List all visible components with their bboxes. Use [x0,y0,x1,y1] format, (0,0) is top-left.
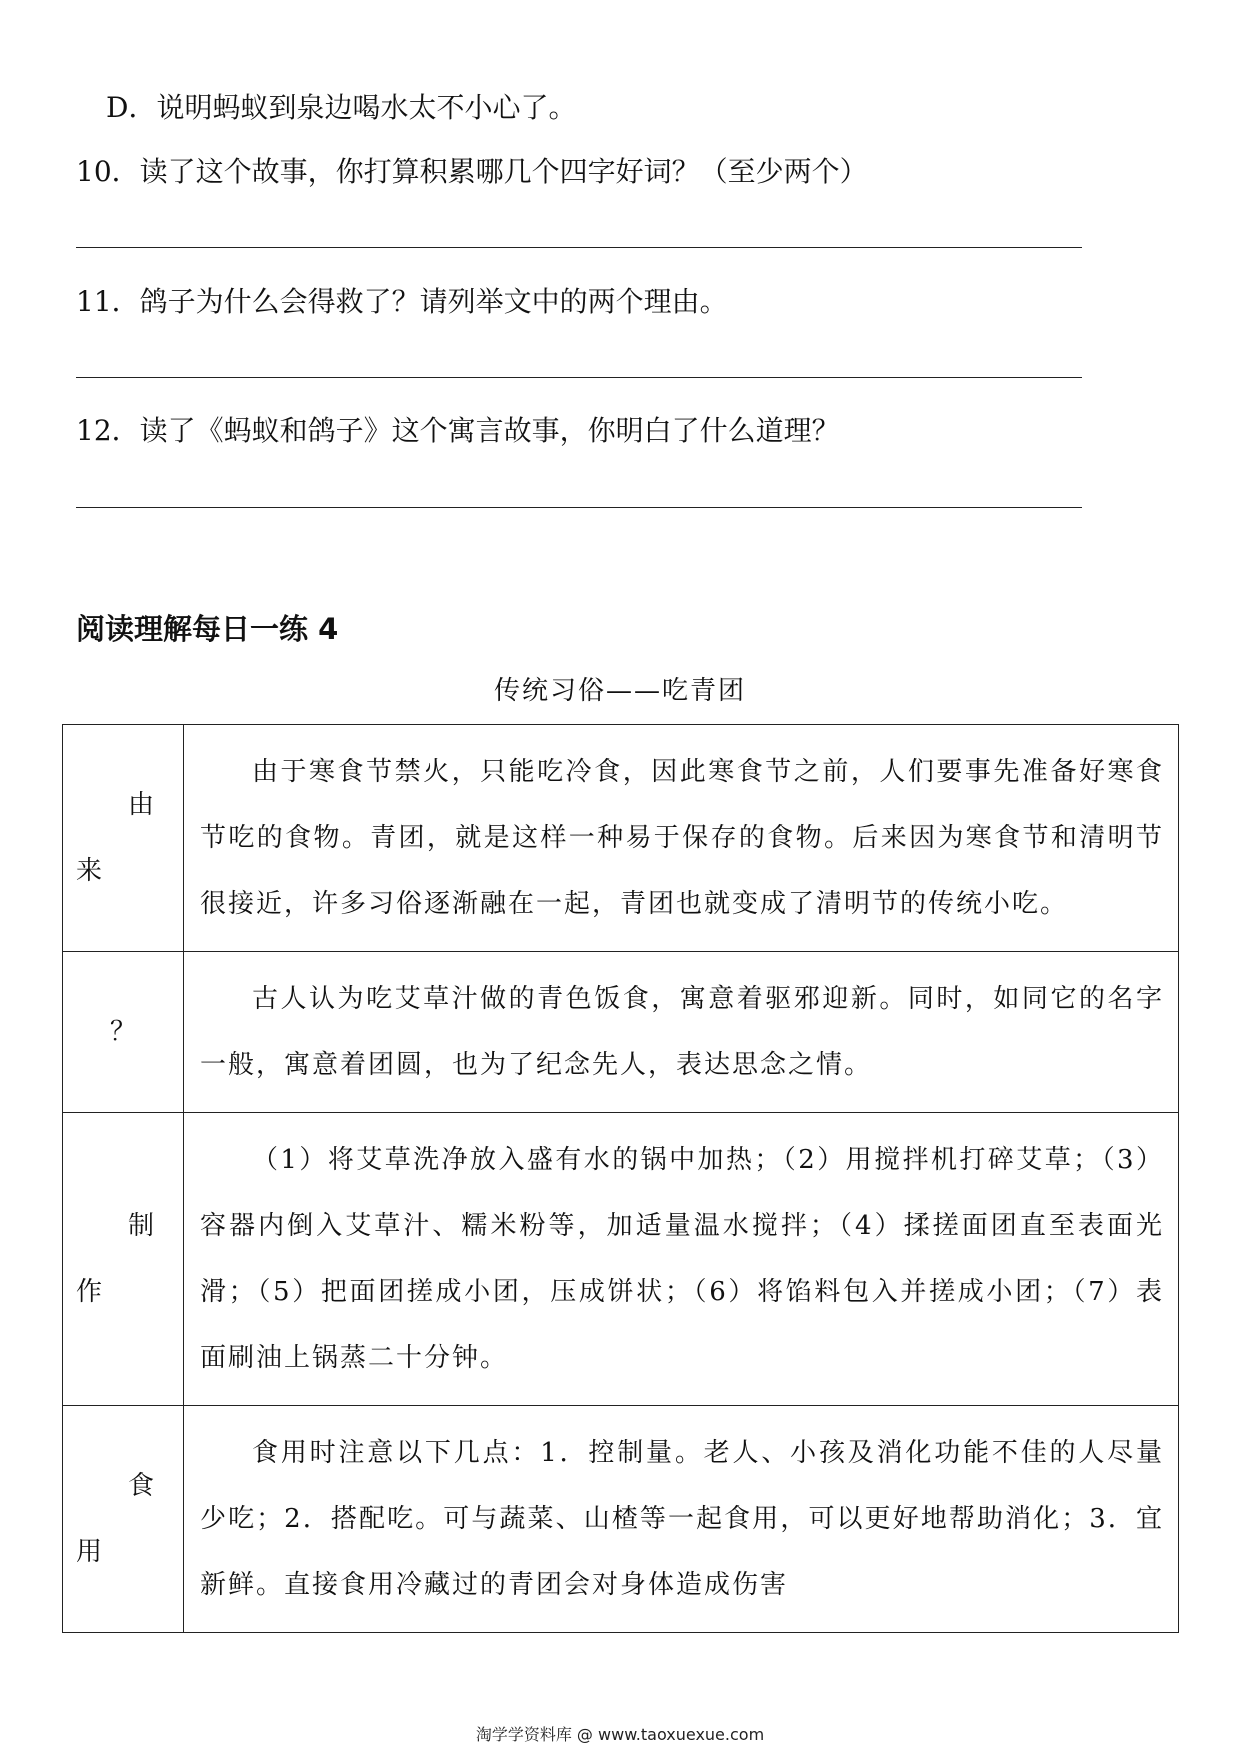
question-10: 10．读了这个故事，你打算积累哪几个四字好词？（至少两个） [76,155,868,188]
info-table [62,724,1179,1633]
table-row [63,1406,1179,1633]
row-content-meaning: 古人认为吃艾草汁做的青色饭食，寓意着驱邪迎新。同时，如同它的名字一般，寓意着团圆，也为了纪念先人，表达思念之情。 [200,984,1164,1080]
row-content-eating: 食用时注意以下几点：1．控制量。老人、小孩及消化功能不佳的人尽量少吃；2．搭配吃。可与蔬菜、山楂等一起食用，可以更好地帮助消化；3．宜新鲜。直接食用冷藏过的青团会对身体造成伤害 [200,1438,1164,1600]
row-label-eating: 食用 [76,1471,155,1567]
answer-line-10 [76,247,1082,248]
row-label-cell [63,1406,184,1633]
row-content-origin: 由于寒食节禁火，只能吃冷食，因此寒食节之前，人们要事先准备好寒食节吃的食物。青团，就是这样一种易于保存的食物。后来因为寒食节和清明节很接近，许多习俗逐渐融在一起，青团也就变成了清明节的传统小吃。 [200,757,1164,919]
row-content-cell [184,1406,1179,1633]
row-label-blank: ？ [109,1017,136,1047]
row-content-cell [184,725,1179,952]
table-row [63,1113,1179,1406]
row-content-cell [184,1113,1179,1406]
question-9-option-d: D．说明蚂蚁到泉边喝水太不小心了。 [106,91,577,124]
row-label-cell [63,952,184,1113]
question-11: 11．鸽子为什么会得救了？请列举文中的两个理由。 [76,285,728,318]
answer-line-12 [76,507,1082,508]
table-row [63,952,1179,1113]
answer-line-11 [76,377,1082,378]
row-label-cell [63,1113,184,1406]
row-label-cell [63,725,184,952]
footer-watermark: 淘学学资料库 @ www.taoxuexue.com [475,1725,765,1744]
row-content-making: （1）将艾草洗净放入盛有水的锅中加热；（2）用搅拌机打碎艾草；（3）容器内倒入艾草汁、糯米粉等，加适量温水搅拌；（4）揉搓面团直至表面光滑；（5）把面团搓成小团，压成饼状；（6）将馅料包入并搓成小团；（7）表面刷油上锅蒸二十分钟。 [200,1145,1164,1373]
section-heading: 阅读理解每日一练 4 [76,612,339,646]
row-label-origin: 由来 [76,790,155,886]
question-12: 12．读了《蚂蚁和鸽子》这个寓言故事，你明白了什么道理？ [76,414,840,447]
passage-title: 传统习俗——吃青团 [493,676,746,706]
row-label-making: 制作 [76,1211,155,1307]
table-row [63,725,1179,952]
row-content-cell [184,952,1179,1113]
